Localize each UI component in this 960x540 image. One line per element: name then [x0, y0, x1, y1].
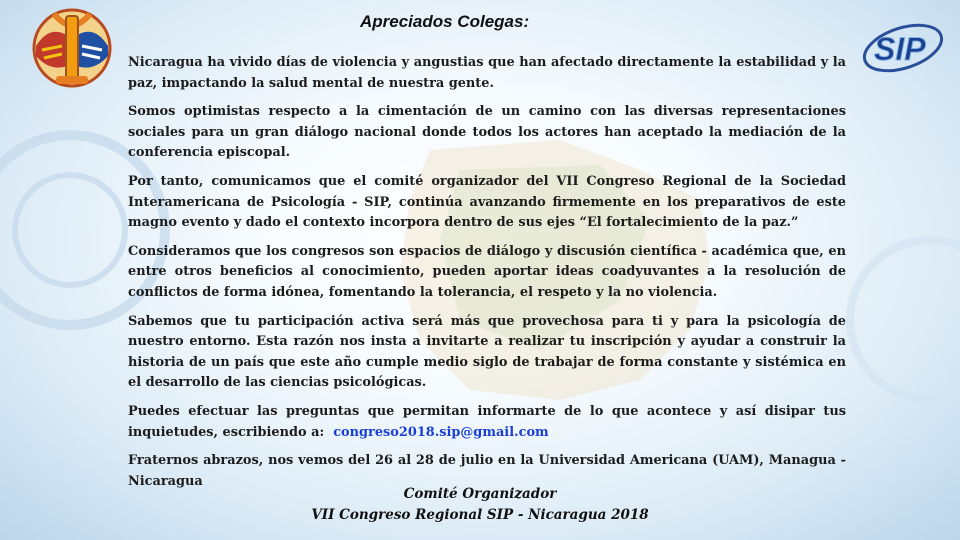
email-link[interactable]: congreso2018.sip@gmail.com — [333, 424, 549, 440]
signature-committee: Comité Organizador — [403, 486, 557, 502]
circle-watermark-icon — [850, 240, 960, 400]
letter-body — [128, 53, 846, 500]
paragraph-situation: Nicaragua ha vivido días de violencia y angustias que han afectado directamente la estabilidad y la paz, impactando la salud mental de nuestra gente. — [128, 55, 846, 91]
paragraph-invitation: Sabemos que tu participación activa será más que provechosa para ti y para la psicología de nuestro entorno. Esta razón nos insta a invitarte a realizar tu inscripción y ayudar a construir la historia de un país que este año cumple medio siglo de trabajar de forma constante y sistémica en el desarrollo de las ciencias psicológicas. — [128, 313, 846, 391]
sip-logo-icon — [860, 18, 946, 74]
signature-event: VII Congreso Regional SIP - Nicaragua 2018 — [311, 507, 649, 523]
signature-block — [0, 484, 960, 526]
paragraph-contact — [128, 402, 846, 443]
paragraph-optimism: Somos optimistas respecto a la cimentación de un camino con las diversas representaciones sociales para un gran diálogo nacional donde todos los actores han aceptado la mediación de la conferencia episcopal. — [128, 104, 846, 161]
paragraph-closing: Fraternos abrazos, nos vemos del 26 al 28 de julio en la Universidad Americana (UAM), Managua - Nicaragua — [128, 453, 846, 489]
psychology-emblem-logo — [22, 6, 122, 90]
paragraph-announcement: Por tanto, comunicamos que el comité organizador del VII Congreso Regional de la Sociedad Interamericana de Psicología - SIP, continúa avanzando firmemente en los preparativos de este magno evento y dado el contexto incorpora dentro de sus ejes “El fortalecimiento de la paz.” — [128, 173, 846, 231]
sip-logo-text: SIP — [874, 31, 926, 67]
page-title: Apreciados Colegas: — [360, 12, 530, 31]
paragraph-congress-value: Consideramos que los congresos son espacios de diálogo y discusión científica - académica que, en entre otros beneficios al conocimiento, pueden aportar ideas coadyuvantes a la resolución de conflictos de forma idónea, fomentando la tolerancia, el respeto y la no violencia. — [128, 243, 846, 300]
sip-logo — [860, 18, 946, 74]
psychology-emblem-icon — [22, 6, 122, 90]
contact-text: Puedes efectuar las preguntas que permitan informarte de lo que acontece y así disipar tus inquietudes, escribiendo a: — [128, 403, 846, 440]
